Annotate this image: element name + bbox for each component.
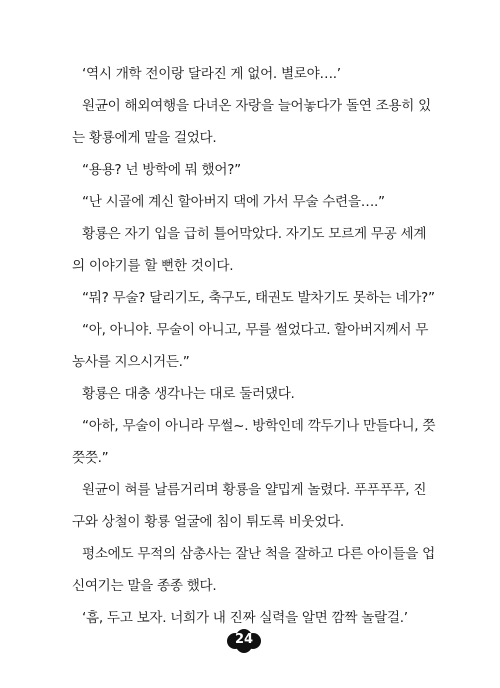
text-line: 황룡은 대충 생각나는 대로 둘러댔다.: [82, 386, 295, 402]
text-line: ‘흠, 두고 보자. 너희가 내 진짜 실력을 알면 깜짝 놀랄걸.’: [82, 610, 408, 626]
text-line: 신여기는 말을 종종 했다.: [72, 578, 217, 594]
text-line: “뭐? 무술? 달리기도, 축구도, 태권도 발차기도 못하는 네가?”: [82, 290, 435, 306]
page-number-badge: [226, 628, 262, 654]
text-line: “난 시골에 계신 할아버지 댁에 가서 무술 수련을….”: [82, 194, 385, 210]
page-number: 24: [234, 632, 254, 647]
text-line: 구와 상철이 황룡 얼굴에 침이 튀도록 비웃었다.: [72, 514, 344, 530]
text-line: “아하, 무술이 아니라 무썰~. 방학인데 깍두기나 만들다니, 쯧: [82, 418, 436, 434]
paragraph: [72, 314, 429, 378]
text-line: 쯧쯧.”: [72, 450, 109, 466]
text-line: 의 이야기를 할 뻔한 것이다.: [72, 258, 234, 274]
text-line: 농사를 지으시거든.”: [72, 354, 190, 370]
text-line: 원균이 해외여행을 다녀온 자랑을 늘어놓다가 돌연 조용히 있: [82, 98, 431, 114]
text-line: 원균이 혀를 날름거리며 황룡을 얄밉게 놀렸다. 푸푸푸푸, 진: [82, 482, 427, 498]
text-line: 는 황룡에게 말을 걸었다.: [72, 130, 217, 146]
text-line: ‘역시 개학 전이랑 달라진 게 없어. 별로야….’: [82, 66, 341, 82]
paragraph: [72, 154, 412, 186]
text-line: 평소에도 무적의 삼총사는 잘난 척을 잘하고 다른 아이들을 업: [82, 546, 435, 562]
paragraph: [72, 58, 412, 90]
text-line: “용용? 넌 방학에 뭐 했어?”: [82, 162, 241, 178]
paragraph: [72, 378, 412, 410]
paragraph: [72, 474, 427, 538]
paragraph: [72, 90, 431, 154]
paragraph: [72, 218, 427, 282]
paragraph: [72, 410, 436, 474]
paragraph: [72, 186, 412, 218]
text-line: 황룡은 자기 입을 급히 틀어막았다. 자기도 모르게 무공 세계: [82, 226, 427, 242]
paragraph: [72, 282, 435, 314]
text-line: “아, 아니야. 무술이 아니고, 무를 썰었다고. 할아버지께서 무: [82, 322, 429, 338]
paragraph: [72, 538, 435, 602]
